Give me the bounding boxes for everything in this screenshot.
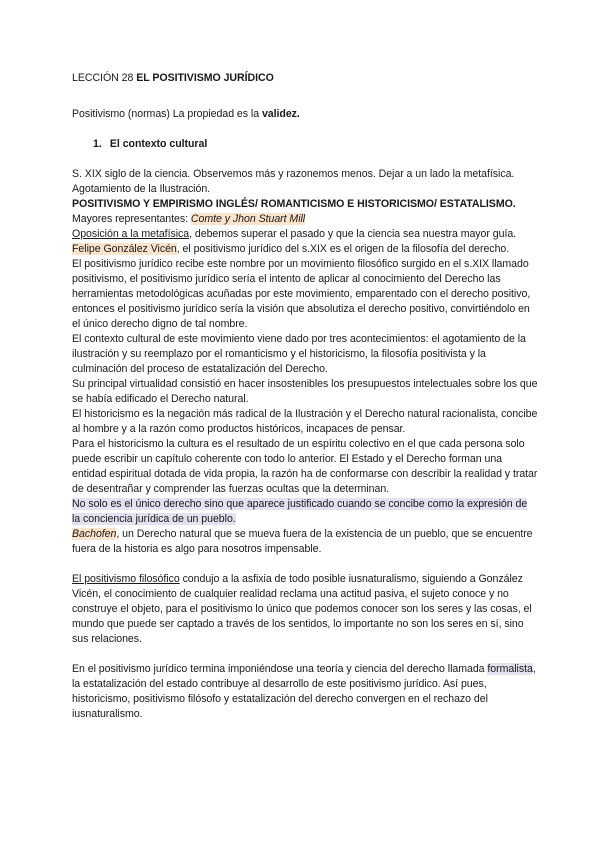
paragraph-movements	[72, 197, 538, 212]
section-title: El contexto cultural	[109, 138, 208, 150]
philosophical-positivism-text: condujo a la asfixia de todo posible iusnaturalismo, siguiendo a González Vicén, el conocimiento de cualquier realidad reclama una actitud pasiva, el sujeto conoce y no construye el objeto, para el positivismo lo único que podemos conocer son los seres y las cosas, el mundo que puede ser captado a través de los sentidos, lo importante no son los seres en sí, sino sus relaciones.	[72, 573, 532, 645]
paragraph-justified	[72, 497, 538, 527]
gonzalez-vicen-text: , el positivismo jurídico del s.XIX es el origen de la filosofía del derecho.	[176, 243, 510, 255]
paragraph-historicism: El historicismo es la negación más radical de la Ilustración y el Derecho natural racionalista, concibe al hombre y a la razón como productos históricos, incapaces de pensar.	[72, 408, 538, 435]
paragraph-formalism	[72, 662, 538, 722]
subtitle-bold: validez.	[261, 108, 300, 120]
subtitle-text: Positivismo (normas) La propiedad es la	[72, 108, 262, 120]
subtitle-line	[72, 107, 538, 122]
lesson-number: LECCIÓN 28	[72, 72, 134, 84]
formalism-highlight: formalista	[487, 663, 533, 675]
blank-line	[72, 647, 538, 662]
section-number: 1.	[93, 138, 102, 150]
bachofen-highlight: Bachofen	[72, 528, 117, 540]
gonzalez-vicen-highlight: Felipe González Vicén	[72, 243, 177, 255]
paragraph-representatives	[72, 212, 538, 227]
paragraph-bachofen	[72, 527, 538, 557]
representatives-label: Mayores representantes:	[72, 213, 191, 225]
paragraph-intro: S. XIX siglo de la ciencia. Observemos más y razonemos menos. Dejar a un lado la metafísica. Agotamiento de la Ilustración.	[72, 168, 515, 195]
lesson-heading	[72, 71, 538, 86]
section-heading	[93, 137, 538, 152]
movements-bold: POSITIVISMO Y EMPIRISMO INGLÉS/ ROMANTICISMO E HISTORICISMO/ ESTATALISMO.	[72, 198, 516, 210]
paragraph-gonzalez-vicen	[72, 242, 538, 257]
justified-highlight: No solo es el único derecho sino que aparece justificado cuando se concibe como la expresión de la conciencia jurídica de un pueblo.	[72, 498, 528, 525]
paragraph-opposition	[72, 227, 538, 242]
paragraph-positivism-name: El positivismo jurídico recibe este nombre por un movimiento filosófico surgido en el s.XIX llamado positivismo, el positivismo jurídico sería el intento de aplicar al conocimiento del Derecho las herramientas metodológicas acuñadas por este movimiento, emparentado con el derecho positivo, entonces el positivismo jurídico sería la visión que absolutiza el derecho positivo, convirtiéndolo en el único derecho digno de tal nombre.	[72, 258, 531, 330]
document-body	[72, 71, 538, 722]
opposition-text: , debemos superar el pasado y que la ciencia sea nuestra mayor guía.	[189, 228, 517, 240]
blank-line	[72, 557, 538, 572]
formalism-text-end: , la estatalización del estado contribuye al desarrollo de este positivismo jurídico. Así pues, historicismo, positivismo filósofo y estatalización del derecho convergen en el rechazo del iusnaturalismo.	[72, 663, 536, 720]
paragraph-virtuality: Su principal virtualidad consistió en hacer insostenibles los presupuestos intelectuales sobre los que se había edificado el Derecho natural.	[72, 378, 538, 405]
philosophical-positivism-underlined: El positivismo filosófico	[72, 573, 180, 585]
representatives-highlight: Comte y Jhon Stuart Mill	[190, 213, 306, 225]
lesson-title: EL POSITIVISMO JURÍDICO	[136, 72, 274, 84]
opposition-underlined: Oposición a la metafísica	[72, 228, 190, 240]
paragraph-philosophical-positivism	[72, 572, 538, 647]
bachofen-text: , un Derecho natural que se mueva fuera de la existencia de un pueblo, que se encuentre fuera de la historia es algo para nosotros impensable.	[72, 528, 533, 555]
formalism-text-start: En el positivismo jurídico termina imponiéndose una teoría y ciencia del derecho llamada	[72, 663, 488, 675]
paragraph-collective-spirit: Para el historicismo la cultura es el resultado de un espíritu colectivo en el que cada persona solo puede escribir un capítulo coherente con todo lo anterior. El Estado y el Derecho forman una entidad espiritual dotada de vida propia, la razón ha de conformarse con describir la realidad y tratar de desentrañar y comprender las fuerzas ocultas que la determinan.	[72, 438, 538, 495]
paragraph-cultural-context: El contexto cultural de este movimiento viene dado por tres acontecimientos: el agotamiento de la ilustración y su reemplazo por el romanticismo y el historicismo, la filosofía positivista y la culminación del proceso de estatalización del Derecho.	[72, 333, 526, 375]
